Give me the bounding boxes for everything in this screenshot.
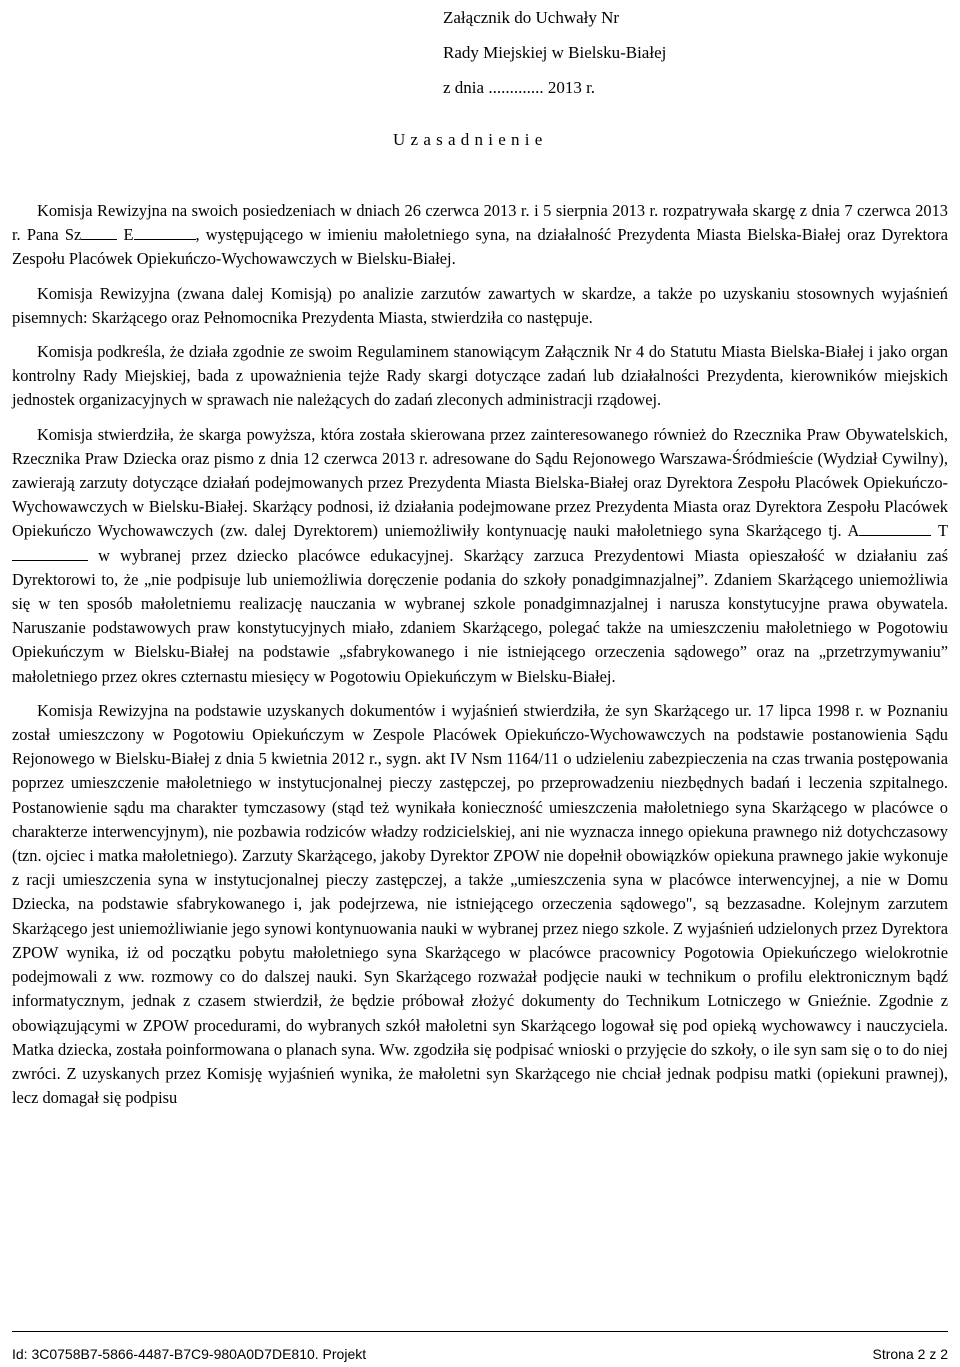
- annex-header: [443, 0, 943, 105]
- redacted-blank: [859, 521, 931, 536]
- annex-line-1: Załącznik do Uchwały Nr: [443, 8, 620, 27]
- document-body: [12, 199, 948, 1120]
- paragraph-1-part-b: E: [123, 225, 134, 245]
- document-title: U z a s a d n i e n i e: [393, 130, 543, 149]
- annex-line-2: Rady Miejskiej w Bielsku-Białej: [443, 43, 667, 62]
- paragraph-3: Komisja podkreśla, że działa zgodnie ze swoim Regulaminem stanowiącym Załącznik Nr 4 do Statutu Miasta Bielska-Białej i jako organ kontrolny Rady Miejskiej, bada z upoważnienia tejże Rady skargi dotyczące zadań lub działalności Prezydenta, kierowników miejskich jednostek organizacyjnych w sprawach nie należących do zadań zleconych administracji rządowej.: [12, 342, 948, 410]
- redacted-blank: [12, 546, 88, 561]
- document-id: Id: 3C0758B7-5866-4487-B7C9-980A0D7DE810. Projekt: [12, 1346, 367, 1362]
- paragraph-4-part-b: T: [937, 521, 948, 541]
- paragraph-4-part-c: w wybranej przez dziecko placówce edukacyjnej. Skarżący zarzuca Prezydentowi Miasta opieszałość w działaniu zaś Dyrektorowi to, że „nie podpisuje lub uniemożliwia doręczenie podania do szkoły ponadgimnazjalnej”. Zdaniem Skarżącego uniemożliwia się w ten sposób małoletniemu realizację nauczania w wybranej szkole ponadgimnazjalnej i narusza konstytucyjne prawa obywatela. Naruszanie podstawowych praw konstytucyjnych miało, zdaniem Skarżącego, polegać także na umieszczeniu małoletniego w Pogotowiu Opiekuńczym w Bielsku-Białej na podstawie „sfabrykowanego i nie istniejącego orzeczenia sądowego” oraz na „przetrzymywaniu” małoletniego przez okres czternastu miesięcy w Pogotowiu Opiekuńczym w Bielsku-Białej.: [12, 545, 948, 686]
- footer-divider: [12, 1331, 948, 1332]
- redacted-blank: [81, 225, 117, 240]
- paragraph-4: [12, 423, 948, 689]
- annex-line-3: z dnia ............. 2013 r.: [443, 78, 596, 97]
- paragraph-1: [12, 199, 948, 272]
- paragraph-2: Komisja Rewizyjna (zwana dalej Komisją) po analizie zarzutów zawartych w skardze, a także po uzyskaniu stosownych wyjaśnień pisemnych: Skarżącego oraz Pełnomocnika Prezydenta Miasta, stwierdziła co następuje.: [12, 283, 948, 327]
- paragraph-5: Komisja Rewizyjna na podstawie uzyskanych dokumentów i wyjaśnień stwierdziła, że syn Skarżącego ur. 17 lipca 1998 r. w Poznaniu został umieszczony w Pogotowiu Opiekuńczym w Zespole Placówek Opiekuńczo-Wychowawczych na podstawie postanowienia Sądu Rejonowego w Bielsku-Białej z dnia 5 kwietnia 2012 r., sygn. akt IV Nsm 1164/11 o udzieleniu zabezpieczenia na czas trwania postępowania poprzez umieszczenie małoletniego w instytucjonalnej pieczy zastępczej, po przeprowadzeniu niezbędnych badań i leczenia szpitalnego. Postanowienie sądu ma charakter tymczasowy (stąd też wynikała konieczność umieszczenia małoletniego syna Skarżącego w placówce o charakterze interwencyjnym), nie pozbawia rodziców władzy rodzicielskiej, ani nie wyznacza innego opiekuna prawnego niż dotychczasowy (tzn. ojciec i matka małoletniego). Zarzuty Skarżącego, jakoby Dyrektor ZPOW nie dopełnił obowiązków opiekuna prawnego jakie wykonuje z racji umieszczenia syna w instytucjonalnej pieczy zastępczej, a także „umieszczenia syna w placówce interwencyjnej, a nie w Domu Dziecka, na podstawie sfabrykowanego i, jak podejrzewa, nie istniejącego orzeczenia sądowego", są bezzasadne. Kolejnym zarzutem Skarżącego jest uniemożliwianie jego synowi kontynuowania nauki w wybranej przez niego szkole. Z wyjaśnień udzielonych przez Dyrektora ZPOW wynika, iż od początku pobytu małoletniego syna Skarżącego w placówce pracownicy Pogotowia Opiekuńczego wielokrotnie podejmowali z ww. rozmowy co do dalszej nauki. Syn Skarżącego rozważał podjęcie nauki w technikum o profilu elektronicznym bądź informatycznym, jednak z czasem stwierdził, że będzie próbował złożyć dokumenty do Technikum Lotniczego w Gnieźnie. Zgodnie z obowiązującymi w ZPOW procedurami, do wybranych szkół małoletni syn Skarżącego logował się pod opieką wychowawcy i nauczyciela. Matka dziecka, została poinformowana o planach syna. Ww. zgodziła się podpisać wnioski o przyjęcie do szkoły, o ile syn sam się o to do niej zwróci. Z uzyskanych przez Komisję wyjaśnień wynika, że małoletni syn Skarżącego nie chciał jednak podpisu matki (opiekuni prawnej), lecz domagał się podpisu: [12, 700, 948, 1108]
- paragraph-1-part-c: , występującego w imieniu małoletniego syna, na działalność Prezydenta Miasta Bielska-Białej oraz Dyrektora Zespołu Placówek Opiekuńczo-Wychowawczych w Bielsku-Białej.: [12, 225, 948, 269]
- paragraph-1-part-a: Komisja Rewizyjna na swoich posiedzeniach w dniach 26 czerwca 2013 r. i 5 sierpnia 2013 r. rozpatrywała skargę z dnia 7 czerwca 2013 r. Pana Sz: [12, 201, 948, 245]
- paragraph-4-part-a: Komisja stwierdziła, że skarga powyższa, która została skierowana przez zainteresowanego również do Rzecznika Praw Obywatelskich, Rzecznika Praw Dziecka oraz pismo z dnia 12 czerwca 2013 r. adresowane do Sądu Rejonowego Warszawa-Śródmieście (Wydział Cywilny), zawierają zarzuty dotyczące działań podejmowanych przez Prezydenta Miasta Bielska-Białej oraz Dyrektora Zespołu Placówek Opiekuńczo-Wychowawczych w Bielsku-Białej. Skarżący podnosi, iż działania podejmowane przez Prezydenta Miasta oraz Dyrektora Zespołu Placówek Opiekuńczo Wychowawczych (zw. dalej Dyrektorem) uniemożliwiły kontynuację nauki małoletniego syna Skarżącego tj. A: [12, 424, 948, 541]
- page-number: Strona 2 z 2: [872, 1346, 948, 1362]
- redacted-blank: [134, 225, 196, 240]
